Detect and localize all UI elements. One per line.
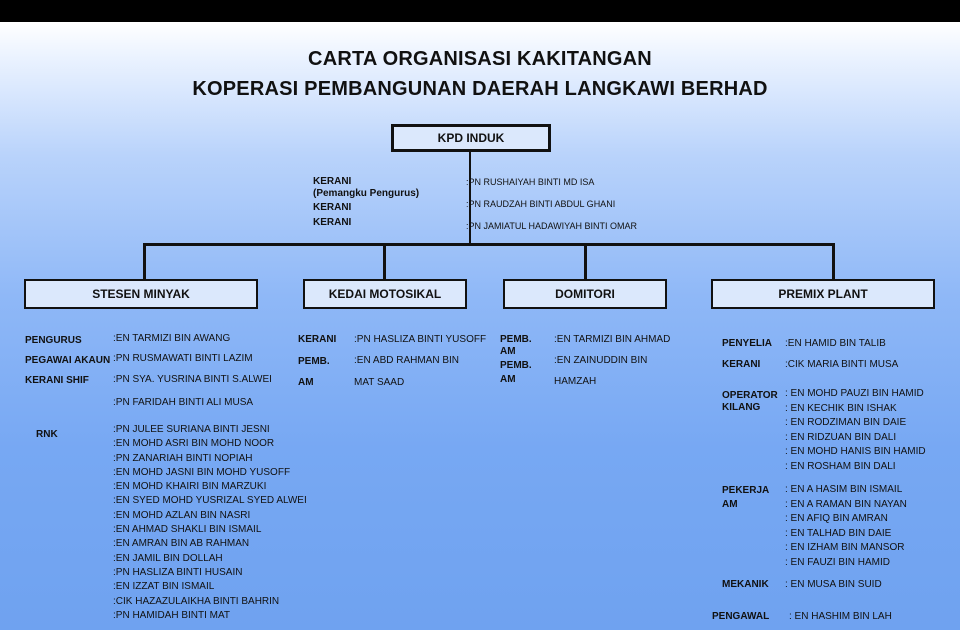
connector-premix bbox=[832, 243, 835, 279]
premix-kerani-role: KERANI bbox=[722, 359, 761, 370]
list-item: :PN HAMIDAH BINTI MAT bbox=[113, 609, 231, 621]
list-item: :PN JULEE SURIANA BINTI JESNI bbox=[113, 424, 270, 435]
list-item: : EN IZHAM BIN MANSOR bbox=[785, 542, 905, 554]
premix-pekerja-role-2: AM bbox=[722, 499, 738, 510]
connector-kedai bbox=[383, 243, 386, 279]
stesen-shif-role: KERANI SHIF bbox=[25, 375, 89, 386]
stesen-pengurus-role: PENGURUS bbox=[25, 335, 82, 346]
stesen-rnk-list bbox=[113, 423, 307, 623]
list-item: :EN JAMIL BIN DOLLAH bbox=[113, 552, 223, 564]
stesen-akaun-role: PEGAWAI AKAUN bbox=[25, 355, 111, 366]
kedai-pemb-role-1: PEMB. bbox=[298, 356, 330, 367]
list-item: :PN HASLIZA BINTI HUSAIN bbox=[113, 566, 243, 578]
premix-pekerja-list bbox=[785, 483, 907, 571]
premix-penyelia-role: PENYELIA bbox=[722, 338, 773, 349]
domitori-role-1b: AM bbox=[500, 346, 516, 357]
list-item: :EN IZZAT BIN ISMAIL bbox=[113, 581, 215, 593]
list-item: :PN ZANARIAH BINTI NOPIAH bbox=[113, 452, 253, 464]
root-role-1-note: (Pemangku Pengurus) bbox=[313, 188, 420, 199]
branch-bus bbox=[143, 243, 835, 246]
list-item: : EN RODZIMAN BIN DAIE bbox=[785, 417, 907, 429]
kedai-kerani-role: KERANI bbox=[298, 334, 337, 345]
root-box: KPD INDUK bbox=[391, 124, 551, 152]
kedai-pemb-role-2: AM bbox=[298, 377, 314, 388]
stesen-pengurus-name: :EN TARMIZI BIN AWANG bbox=[113, 333, 231, 344]
kedai-kerani-name: :PN HASLIZA BINTI YUSOFF bbox=[354, 334, 487, 345]
list-item: :EN SYED MOHD YUSRIZAL SYED ALWEI bbox=[113, 495, 307, 507]
list-item: :CIK HAZAZULAIKHA BINTI BAHRIN bbox=[113, 595, 280, 607]
list-item: :EN MOHD KHAIRI BIN MARZUKI bbox=[113, 481, 267, 493]
list-item: :EN AMRAN BIN AB RAHMAN bbox=[113, 538, 250, 550]
list-item: :EN MOHD AZLAN BIN NASRI bbox=[113, 509, 251, 521]
premix-pengawal-name: : EN HASHIM BIN LAH bbox=[789, 611, 892, 622]
dept-box-premix: PREMIX PLANT bbox=[711, 279, 935, 309]
domitori-role-2b: AM bbox=[500, 374, 516, 385]
connector-domitori bbox=[584, 243, 587, 279]
list-item: : EN MOHD HANIS BIN HAMID bbox=[785, 446, 926, 458]
list-item: : EN AFIQ BIN AMRAN bbox=[785, 513, 888, 525]
org-chart-slide bbox=[0, 22, 960, 630]
stesen-akaun-name: :PN RUSMAWATI BINTI LAZIM bbox=[113, 353, 253, 364]
domitori-name-1: :EN TARMIZI BIN AHMAD bbox=[554, 334, 671, 345]
list-item: : EN RIDZUAN BIN DALI bbox=[785, 431, 897, 443]
stesen-rnk-role: RNK bbox=[36, 429, 58, 440]
list-item: : EN FAUZI BIN HAMID bbox=[785, 556, 891, 568]
stesen-shif-name-1: :PN SYA. YUSRINA BINTI S.ALWEI bbox=[113, 374, 272, 385]
domitori-name-2a: :EN ZAINUDDIN BIN bbox=[554, 355, 648, 366]
list-item: :EN AHMAD SHAKLI BIN ISMAIL bbox=[113, 524, 262, 536]
stesen-shif-name-2: :PN FARIDAH BINTI ALI MUSA bbox=[113, 397, 254, 408]
chart-title-line2: KOPERASI PEMBANGUNAN DAERAH LANGKAWI BERHAD bbox=[192, 78, 768, 100]
root-role-3: KERANI bbox=[313, 217, 352, 228]
root-name-1: :PN RUSHAIYAH BINTI MD ISA bbox=[466, 177, 595, 187]
domitori-name-2b: HAMZAH bbox=[554, 376, 597, 387]
list-item: : EN KECHIK BIN ISHAK bbox=[785, 402, 897, 414]
list-item: :EN MOHD ASRI BIN MOHD NOOR bbox=[113, 438, 275, 450]
root-role-1: KERANI bbox=[313, 176, 352, 187]
list-item: : EN ROSHAM BIN DALI bbox=[785, 460, 896, 472]
premix-kerani-name: :CIK MARIA BINTI MUSA bbox=[785, 359, 899, 370]
domitori-role-1: PEMB. bbox=[500, 334, 532, 345]
chart-title-line1: CARTA ORGANISASI KAKITANGAN bbox=[308, 48, 652, 70]
dept-box-kedai: KEDAI MOTOSIKAL bbox=[303, 279, 467, 309]
list-item: : EN A RAMAN BIN NAYAN bbox=[785, 498, 907, 510]
premix-pekerja-role-1: PEKERJA bbox=[722, 485, 770, 496]
root-name-2: :PN RAUDZAH BINTI ABDUL GHANI bbox=[466, 199, 616, 209]
list-item: : EN A HASIM BIN ISMAIL bbox=[785, 484, 903, 495]
premix-mekanik-role: MEKANIK bbox=[722, 579, 769, 590]
kedai-pemb-name-2: MAT SAAD bbox=[354, 377, 405, 388]
kedai-pemb-name-1: :EN ABD RAHMAN BIN bbox=[354, 355, 460, 366]
dept-box-domitori: DOMITORI bbox=[503, 279, 667, 309]
premix-mekanik-name: : EN MUSA BIN SUID bbox=[785, 579, 882, 590]
domitori-role-2: PEMB. bbox=[500, 360, 532, 371]
root-name-3: :PN JAMIATUL HADAWIYAH BINTI OMAR bbox=[466, 221, 638, 231]
list-item: : EN MOHD PAUZI BIN HAMID bbox=[785, 388, 924, 399]
premix-operator-role-1: OPERATOR bbox=[722, 390, 778, 401]
list-item: :EN MOHD JASNI BIN MOHD YUSOFF bbox=[113, 466, 291, 478]
premix-operator-role-2: KILANG bbox=[722, 402, 761, 413]
premix-pengawal-role: PENGAWAL bbox=[712, 611, 770, 622]
connector-stesen bbox=[143, 243, 146, 279]
list-item: : EN TALHAD BIN DAIE bbox=[785, 527, 892, 539]
premix-penyelia-name: :EN HAMID BIN TALIB bbox=[785, 338, 886, 349]
dept-box-stesen: STESEN MINYAK bbox=[24, 279, 258, 309]
premix-operator-list bbox=[785, 387, 926, 475]
root-role-2: KERANI bbox=[313, 202, 352, 213]
